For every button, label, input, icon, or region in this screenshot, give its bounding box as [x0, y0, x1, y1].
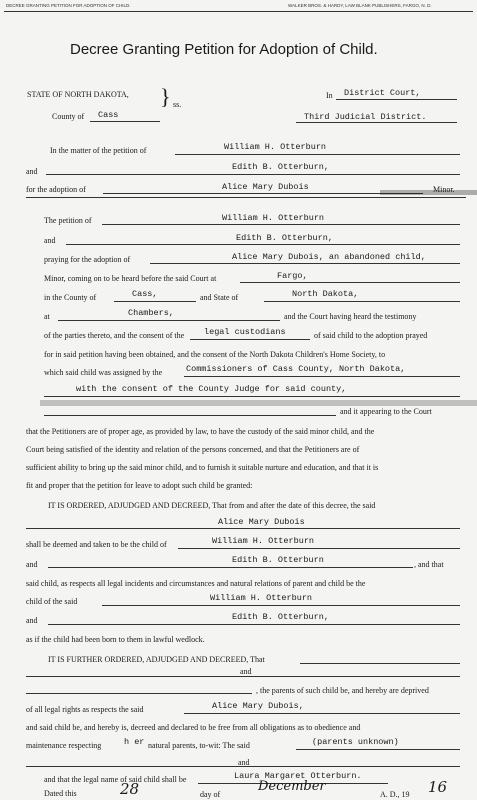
body-line-2: Court being satisfied of the identity and relation of the persons concerned, and that the Petitioners are of	[26, 445, 360, 454]
minor-coming-text: Minor, coming on to be heard before the said Court at	[44, 274, 217, 283]
decree-p1b-line	[102, 605, 460, 606]
further-and: and	[240, 667, 252, 676]
petition-line3	[150, 263, 460, 264]
scan-shadow	[380, 190, 477, 195]
chambers-line	[58, 320, 280, 321]
petition-p2: Edith B. Otterburn,	[236, 233, 333, 243]
decree-p1: William H. Otterburn	[212, 536, 315, 546]
heard-text: and the Court having heard the testimony	[284, 312, 417, 321]
county-label: County of	[52, 112, 85, 121]
decree-and-2: and	[26, 616, 38, 625]
county-line	[90, 121, 160, 122]
ss-label: ss.	[173, 100, 182, 109]
brace: }	[160, 84, 171, 109]
rights-text: of all legal rights as respects the said	[26, 705, 144, 714]
further-and-2: and	[238, 758, 250, 767]
matter-petitioner1: William H. Otterburn	[224, 142, 327, 152]
petition-line2	[66, 244, 460, 245]
wedlock-text: as if the child had been born to them in lawful wedlock.	[26, 635, 205, 644]
header-rule	[4, 11, 473, 12]
court-line	[336, 99, 457, 100]
month-value: December	[258, 779, 326, 794]
appearing-text: and it appearing to the Court	[340, 407, 432, 416]
decree-p1b: William H. Otterburn	[210, 593, 313, 603]
ad-text: A. D., 19	[380, 790, 410, 799]
consent-line	[44, 396, 460, 397]
matter-line1	[175, 154, 460, 155]
day-number: 28	[120, 780, 140, 798]
petition-county: Cass,	[132, 289, 158, 299]
matter-and: and	[26, 167, 38, 176]
further-child: Alice Mary Dubois,	[212, 701, 304, 711]
caption-bottom-rule	[26, 197, 466, 198]
body-line-3: sufficient ability to bring up the said minor child, and to furnish it suitable nurture and education, and that it is	[26, 463, 379, 472]
place-line	[240, 282, 460, 283]
form-name-header: DECREE GRANTING PETITION FOR ADOPTION OF CHILD.	[6, 3, 131, 8]
and-state-text: and State of	[200, 293, 239, 302]
petition-county-line	[114, 301, 196, 302]
matter-text: In the matter of the petition of	[50, 146, 147, 155]
year-value: 16	[428, 778, 448, 796]
further-ordered-text: IT IS FURTHER ORDERED, ADJUDGED AND DECREED, That	[48, 655, 265, 664]
maint-text: maintenance respecting	[26, 741, 102, 750]
petition-p1: William H. Otterburn	[222, 213, 325, 223]
further-line2	[26, 676, 460, 677]
custodians-value: legal custodians	[204, 327, 286, 337]
state-label: STATE OF NORTH DAKOTA,	[27, 90, 129, 99]
court-value: District Court,	[344, 88, 421, 98]
county-value: Cass	[98, 110, 119, 120]
and-that-text: , and that	[414, 560, 444, 569]
decree-child-line	[26, 528, 460, 529]
body-line-1: that the Petitioners are of proper age, as provided by law, to have the custody of the said minor child, and the	[26, 427, 375, 436]
parents-text: , the parents of such child be, and hereby are deprived	[256, 686, 429, 695]
which-text: which said child was assigned by the	[44, 368, 163, 377]
minor-label: Minor.	[433, 185, 455, 194]
petition-state-line	[264, 301, 460, 302]
publisher-header: WALKER BROS. & HARDY, LAW BLANK PUBLISHERS, FARGO, N. D.	[288, 3, 432, 8]
appearing-line	[44, 415, 336, 416]
further-line3	[26, 693, 252, 694]
unknown-value: (parents unknown)	[312, 737, 399, 747]
in-county-text: in the County of	[44, 293, 97, 302]
matter-line2	[46, 174, 460, 175]
new-name-value: Laura Margaret Otterburn.	[234, 771, 362, 781]
adoption-of-label: for the adoption of	[26, 185, 86, 194]
praying-text: praying for the adoption of	[44, 255, 131, 264]
decree-p2-line	[48, 567, 413, 568]
scan-band	[40, 400, 477, 406]
in-label: In	[326, 91, 333, 100]
body-line-4: fit and proper that the petition for leave to adopt such child be granted:	[26, 481, 253, 490]
for-in-text: for in said petition having been obtained, and the consent of the North Dakota Children's Home Society, to	[44, 350, 386, 359]
matter-line3	[103, 193, 423, 194]
day-of-text: day of	[200, 790, 221, 799]
petition-of-label: The petition of	[44, 216, 92, 225]
decree-p2: Edith B. Otterburn	[232, 555, 324, 565]
district-line	[296, 122, 457, 123]
deemed-text: shall be deemed and taken to be the child of	[26, 540, 167, 549]
child-of-text: child of the said	[26, 597, 78, 606]
her-value: h er	[124, 737, 145, 747]
free-text: and said child be, and hereby is, decreed and declared to be free from all obligations as to obedience and	[26, 723, 361, 732]
commissioners-value: Commissioners of Cass County, North Dakota,	[186, 364, 406, 374]
at-text: at	[44, 312, 50, 321]
ordered-text: IT IS ORDERED, ADJUDGED AND DECREED, That from and after the date of this decree, the said	[48, 501, 376, 510]
further-child-line	[184, 713, 460, 714]
custodians-line	[190, 339, 310, 340]
with-consent-value: with the consent of the County Judge for said county,	[76, 384, 347, 394]
decree-p2b-line	[48, 624, 460, 625]
decree-p2b: Edith B. Otterburn,	[232, 612, 329, 622]
decree-child: Alice Mary Dubois	[218, 517, 305, 527]
decree-and: and	[26, 560, 38, 569]
decree-p1-line	[178, 548, 460, 549]
adoption-prayed-text: of said child to the adoption prayed	[314, 331, 428, 340]
legal-name-text: and that the legal name of said child shall be	[44, 775, 187, 784]
place-value: Fargo,	[277, 271, 308, 281]
further-line1	[300, 663, 460, 664]
district-value: Third Judicial District.	[304, 112, 427, 122]
dated-this-text: Dated this	[44, 789, 77, 798]
petition-and: and	[44, 236, 56, 245]
unknown-line	[296, 749, 460, 750]
commissioners-line	[184, 376, 460, 377]
natural-text: natural parents, to-wit: The said	[148, 741, 250, 750]
parties-text: of the parties thereto, and the consent of the	[44, 331, 185, 340]
petition-line1	[102, 224, 460, 225]
chambers-value: Chambers,	[128, 308, 174, 318]
petition-state: North Dakota,	[292, 289, 359, 299]
page-title: Decree Granting Petition for Adoption of Child.	[70, 41, 378, 58]
respects-text: said child, as respects all legal incidents and circumstances and natural relations of parent and child be the	[26, 579, 366, 588]
matter-child: Alice Mary Dubois	[222, 182, 309, 192]
matter-petitioner2: Edith B. Otterburn,	[232, 162, 329, 172]
petition-child: Alice Mary Dubois, an abandoned child,	[232, 252, 426, 262]
